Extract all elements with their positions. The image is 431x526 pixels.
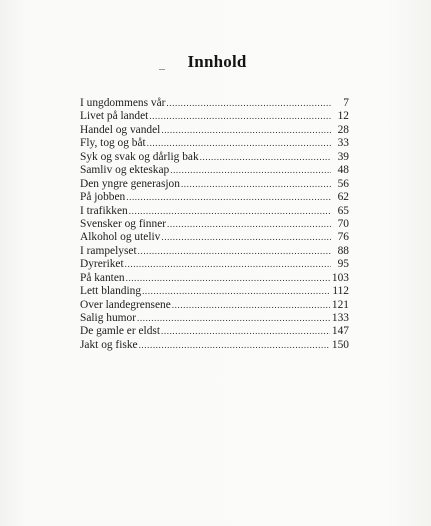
dot-leader bbox=[149, 110, 331, 123]
toc-entry-title: I rampelyset bbox=[80, 244, 137, 257]
toc-entry-title: Svensker og finner bbox=[80, 217, 167, 230]
dot-leader bbox=[167, 218, 331, 231]
toc-entry bbox=[80, 299, 349, 312]
dot-leader bbox=[181, 178, 331, 191]
dot-leader bbox=[161, 231, 331, 244]
toc-entry-page: 103 bbox=[331, 271, 349, 284]
toc-entry-title: I ungdommens vår bbox=[80, 97, 166, 109]
toc-entry bbox=[80, 205, 349, 218]
toc-entry bbox=[80, 218, 349, 231]
toc-entry-page: 88 bbox=[337, 244, 349, 257]
toc-entry-title: Handel og vandel bbox=[80, 123, 161, 136]
toc-entry-page: 7 bbox=[343, 97, 349, 109]
toc-entry-title: I trafikken bbox=[80, 204, 128, 217]
toc-entry bbox=[80, 97, 349, 110]
table-of-contents bbox=[80, 97, 349, 352]
toc-entry-title: Salig humor bbox=[80, 312, 137, 324]
dot-leader bbox=[166, 97, 331, 110]
toc-entry-page: 62 bbox=[337, 191, 349, 204]
toc-entry-title: Dyreriket bbox=[80, 258, 124, 271]
dot-leader bbox=[161, 325, 330, 338]
toc-entry-title: Lett blanding bbox=[80, 285, 142, 298]
toc-entry bbox=[80, 285, 349, 298]
toc-entry-page: 112 bbox=[332, 285, 349, 298]
toc-entry bbox=[80, 191, 349, 204]
toc-entry-page: 147 bbox=[331, 325, 349, 338]
toc-entry bbox=[80, 151, 349, 164]
toc-entry bbox=[80, 110, 349, 123]
toc-entry-page: 95 bbox=[337, 258, 349, 271]
toc-entry-page: 28 bbox=[337, 123, 349, 136]
toc-entry-title: Samliv og ekteskap bbox=[80, 164, 170, 177]
dot-leader bbox=[200, 151, 331, 164]
toc-entry-page: 12 bbox=[337, 110, 349, 123]
toc-entry-title: Livet på landet bbox=[80, 110, 149, 123]
toc-entry-page: 39 bbox=[337, 150, 349, 163]
dot-leader bbox=[125, 258, 331, 271]
toc-entry-page: 76 bbox=[337, 231, 349, 244]
toc-entry bbox=[80, 164, 349, 177]
toc-entry-title: De gamle er eldst bbox=[80, 325, 161, 338]
toc-entry bbox=[80, 339, 349, 352]
toc-entry bbox=[80, 272, 349, 285]
toc-entry bbox=[80, 312, 349, 325]
dot-leader bbox=[137, 312, 330, 325]
toc-entry bbox=[80, 325, 349, 338]
toc-entry-page: 70 bbox=[337, 217, 349, 230]
dot-leader bbox=[126, 272, 330, 285]
toc-entry bbox=[80, 178, 349, 191]
toc-entry-page: 48 bbox=[337, 164, 349, 177]
toc-entry-title: Syk og svak og dårlig bak bbox=[80, 150, 199, 163]
toc-entry bbox=[80, 124, 349, 137]
toc-entry bbox=[80, 258, 349, 271]
toc-entry-page: 150 bbox=[331, 338, 349, 351]
toc-entry-title: På jobben bbox=[80, 191, 126, 204]
toc-entry-page: 133 bbox=[331, 312, 349, 324]
dot-leader bbox=[142, 285, 330, 298]
toc-entry-page: 65 bbox=[337, 204, 349, 217]
toc-entry-title: Over landegrensene bbox=[80, 298, 171, 311]
toc-entry bbox=[80, 231, 349, 244]
dot-leader bbox=[139, 339, 330, 352]
dot-leader bbox=[129, 205, 331, 218]
toc-entry-title: På kanten bbox=[80, 271, 125, 284]
toc-entry-title: Fly, tog og båt bbox=[80, 137, 146, 150]
toc-entry-title: Jakt og fiske bbox=[80, 338, 138, 351]
dot-leader bbox=[161, 124, 331, 137]
toc-entry-title: Den yngre generasjon bbox=[80, 177, 180, 190]
toc-entry bbox=[80, 137, 349, 150]
dot-leader bbox=[170, 164, 331, 177]
toc-entry-page: 56 bbox=[337, 177, 349, 190]
toc-entry-page: 33 bbox=[337, 137, 349, 150]
dot-leader bbox=[172, 299, 330, 312]
toc-entry-title: Alkohol og uteliv bbox=[80, 231, 161, 244]
toc-entry-page: 121 bbox=[331, 298, 349, 311]
dot-leader bbox=[126, 191, 331, 204]
page-title: Innhold bbox=[187, 52, 247, 71]
dot-leader bbox=[147, 137, 331, 150]
dot-leader bbox=[138, 245, 331, 258]
toc-entry bbox=[80, 245, 349, 258]
